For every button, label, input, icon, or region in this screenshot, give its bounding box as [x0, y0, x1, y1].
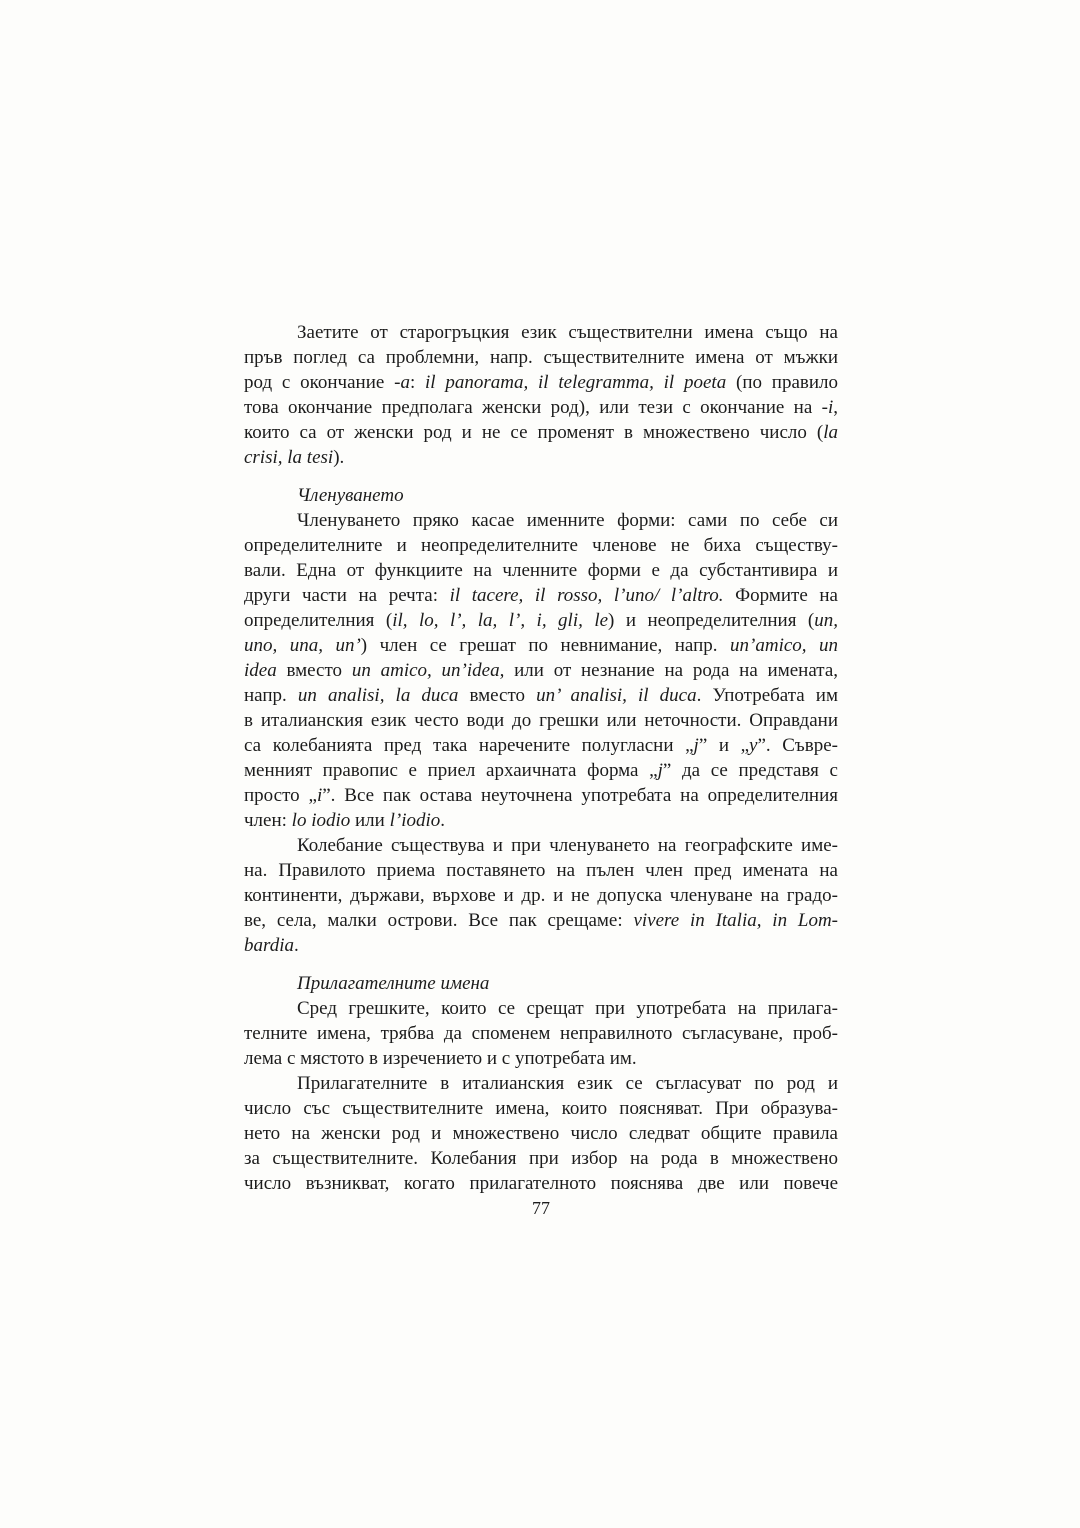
italic-run: un amico, un’idea, — [351, 660, 505, 681]
italic-run: bardia — [244, 935, 294, 956]
text-line — [244, 683, 838, 708]
text-line — [244, 758, 838, 783]
text-run: ) член се грешат по невнимание, напр. — [360, 635, 731, 656]
text-line — [244, 395, 838, 420]
text-run: просто „ — [244, 785, 317, 806]
text-block — [244, 320, 838, 1196]
text-line — [244, 1021, 838, 1046]
page-number: 77 — [532, 1198, 550, 1218]
paragraph — [244, 508, 838, 833]
text-run: ” да се представя с — [662, 760, 838, 781]
text-run: пръв поглед са проблемни, напр. съществителните имена от мъжки — [244, 347, 838, 368]
text-line — [244, 583, 838, 608]
italic-run: i — [316, 785, 323, 806]
text-run: лема с мястото в изречението и с употребата им. — [244, 1048, 637, 1069]
text-line — [244, 833, 838, 858]
text-line — [244, 608, 838, 633]
text-run: Колебание съществува и при членуването на географските име- — [297, 835, 838, 856]
text-line — [244, 971, 838, 996]
text-run: за съществителните. Колебания при избор на рода в множествено — [244, 1148, 838, 1169]
text-line — [244, 658, 838, 683]
italic-run: crisi, la tesi — [244, 447, 334, 468]
text-line — [244, 633, 838, 658]
italic-run: vivere in Italia, in Lom- — [633, 910, 838, 931]
text-run: вместо — [458, 685, 537, 706]
text-run: число със съществителните имена, които поясняват. При образува- — [244, 1098, 838, 1119]
text-run: Сред грешките, които се срещат при употребата на прилага- — [297, 998, 838, 1019]
italic-run: un analisi, la duca — [297, 685, 459, 706]
text-run: в италианския език често води до грешки или неточности. Оправдани — [244, 710, 838, 731]
text-line — [244, 420, 838, 445]
text-run: Формите на — [723, 585, 838, 606]
text-line — [244, 345, 838, 370]
text-line — [244, 445, 838, 470]
text-line — [244, 908, 838, 933]
text-run: напр. — [244, 685, 298, 706]
text-line — [244, 558, 838, 583]
text-line — [244, 783, 838, 808]
text-run: Заетите от старогръцкия език съществителни имена също на — [297, 322, 838, 343]
text-run: други части на речта: — [244, 585, 450, 606]
text-run: ). — [333, 447, 345, 468]
italic-run: Членуването — [297, 485, 404, 506]
text-line — [244, 508, 838, 533]
text-run: : — [409, 372, 426, 393]
section-heading — [244, 971, 838, 996]
italic-run: il tacere, il rosso, l’uno/ l’altro. — [449, 585, 724, 606]
text-run: . — [293, 935, 299, 956]
text-run: които са от женски род и не се променят в множествено число ( — [244, 422, 824, 443]
text-run: ”. Съвре- — [757, 735, 838, 756]
text-run: . Употребата им — [696, 685, 838, 706]
text-run: са колебанията пред така наречените полугласни „ — [244, 735, 694, 756]
italic-run: idea — [244, 660, 277, 681]
paragraph — [244, 320, 838, 470]
text-run: , — [833, 397, 838, 418]
text-line — [244, 708, 838, 733]
italic-run: un’amico, un — [730, 635, 839, 656]
section-heading — [244, 483, 838, 508]
text-line — [244, 533, 838, 558]
italic-run: i — [827, 397, 834, 418]
text-run: нето на женски род и множествено число следват общите правила — [244, 1123, 838, 1144]
text-run: това окончание предполага женски род), или тези с окончание на - — [244, 397, 828, 418]
text-run: Прилагателните в италианския език се съгласуват по род и — [297, 1073, 838, 1094]
text-run: континенти, държави, върхове и др. и не допуска членуване на градо- — [244, 885, 838, 906]
text-line — [244, 808, 838, 833]
text-run: ” и „ — [698, 735, 750, 756]
text-run: телните имена, трябва да споменем неправилното съгласуване, проб- — [244, 1023, 838, 1044]
italic-run: un, — [814, 610, 838, 631]
text-run: или — [350, 810, 390, 831]
text-run: Членуването пряко касае именните форми: сами по себе си — [297, 510, 838, 531]
text-run: или от незнание на рода на имената, — [504, 660, 838, 681]
text-run: число възникват, когато прилагателното пояснява две или повече — [244, 1173, 838, 1194]
text-run: на. Правилото приема поставянето на пълен член пред имената на — [244, 860, 838, 881]
text-line — [244, 483, 838, 508]
text-line — [244, 996, 838, 1021]
paragraph — [244, 1071, 838, 1196]
text-line — [244, 1171, 838, 1196]
italic-run: j — [693, 735, 699, 756]
text-line — [244, 1121, 838, 1146]
text-run: член: — [244, 810, 292, 831]
italic-run: a — [400, 372, 410, 393]
italic-run: il panorama, il telegramma, il poeta — [425, 372, 727, 393]
text-line — [244, 1096, 838, 1121]
italic-run: Прилагателните имена — [297, 973, 490, 994]
text-run: определителните и неопределителните членове не биха съществу- — [244, 535, 838, 556]
text-line — [244, 883, 838, 908]
text-run: (по правило — [726, 372, 839, 393]
text-run: род с окончание - — [244, 372, 401, 393]
text-line — [244, 320, 838, 345]
italic-run: j — [657, 760, 663, 781]
text-line — [244, 1071, 838, 1096]
text-run: определителния ( — [244, 610, 393, 631]
text-line — [244, 1046, 838, 1071]
text-run: ве, села, малки острови. Все пак срещаме: — [244, 910, 634, 931]
text-run: ) и неопределителния ( — [608, 610, 815, 631]
italic-run: la — [823, 422, 838, 443]
text-run: вали. Една от функциите на членните форми е да субстантивира и — [244, 560, 838, 581]
text-line — [244, 858, 838, 883]
italic-run: lo iodio — [291, 810, 351, 831]
italic-run: il, lo, l’, la, l’, i, gli, le — [392, 610, 609, 631]
text-line — [244, 370, 838, 395]
italic-run: l’iodio — [389, 810, 441, 831]
italic-run: un’ analisi, il duca — [536, 685, 697, 706]
text-run: вместо — [276, 660, 352, 681]
paragraph — [244, 996, 838, 1071]
paragraph — [244, 833, 838, 958]
text-run: менният правопис е приел архаичната форма „ — [244, 760, 658, 781]
italic-run: y — [749, 735, 758, 756]
text-run: . — [440, 810, 446, 831]
text-run: ”. Все пак остава неуточнена употребата на определителния — [322, 785, 839, 806]
text-line — [244, 1146, 838, 1171]
italic-run: uno, una, un’ — [244, 635, 361, 656]
text-line — [244, 933, 838, 958]
text-line — [244, 733, 838, 758]
